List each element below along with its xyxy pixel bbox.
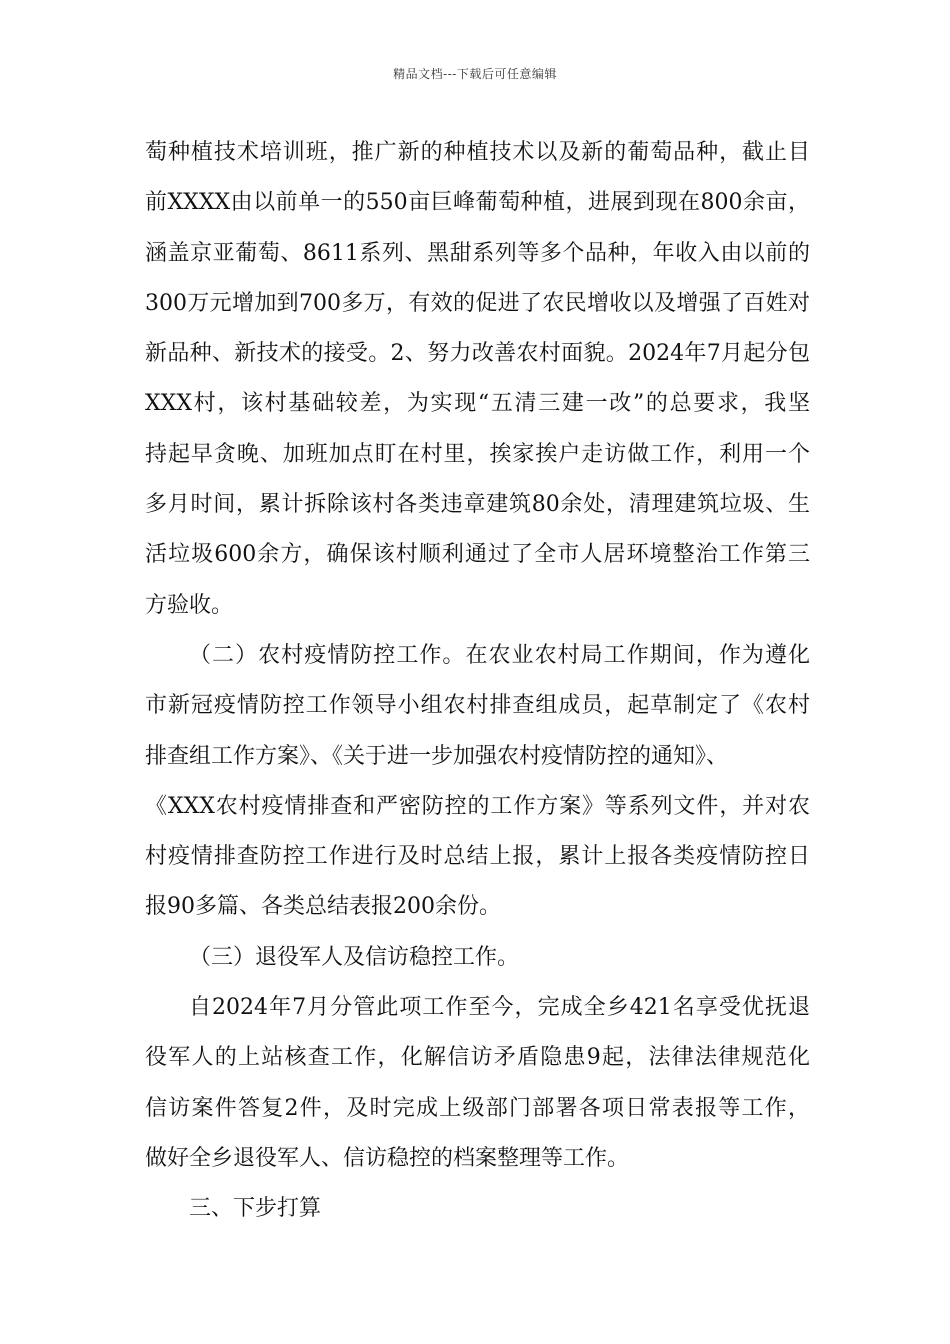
body-line: 村疫情排查防控工作进行及时总结上报，累计上报各类疫情防控日 <box>145 844 810 870</box>
body-line: 300万元增加到700多万，有效的促进了农民增收以及增强了百姓对 <box>145 290 810 316</box>
body-line: 活垃圾600余方，确保该村顺利通过了全市人居环境整治工作第三 <box>145 542 810 568</box>
body-line: XXX村，该村基础较差，为实现“五清三建一改”的总要求，我坚 <box>145 391 810 417</box>
section-heading: （二）农村疫情防控工作。在农业农村局工作期间，作为遵化 <box>189 642 810 668</box>
body-line: 做好全乡退役军人、信访稳控的档案整理等工作。 <box>145 1145 630 1171</box>
document-body <box>145 128 810 1235</box>
section-heading: （三）退役军人及信访稳控工作。 <box>189 944 520 970</box>
section-heading: 三、下步打算 <box>189 1196 322 1222</box>
body-line: 《XXX农村疫情排查和严密防控的工作方案》等系列文件，并对农 <box>145 793 810 819</box>
body-line: 前XXXX由以前单一的550亩巨峰葡萄种植，进展到现在800余亩， <box>145 190 810 216</box>
body-line: 市新冠疫情防控工作领导小组农村排查组成员，起草制定了《农村 <box>145 693 810 719</box>
body-line: 报90多篇、各类总结表报200余份。 <box>145 894 501 920</box>
body-line: 萄种植技术培训班，推广新的种植技术以及新的葡萄品种，截止目 <box>145 140 810 165</box>
body-line: 新品种、新技术的接受。2、努力改善农村面貌。2024年7月起分包 <box>145 341 810 367</box>
body-line: 多月时间，累计拆除该村各类违章建筑80余处，清理建筑垃圾、生 <box>145 492 810 518</box>
body-line: 排查组工作方案》、《关于进一步加强农村疫情防控的通知》、 <box>145 743 729 769</box>
page-header: 精品文档---下载后可任意编辑 <box>393 67 557 81</box>
body-line: 涵盖京亚葡萄、8611系列、黑甜系列等多个品种，年收入由以前的 <box>145 240 810 266</box>
body-line: 方验收。 <box>145 592 234 618</box>
body-line: 自2024年7月分管此项工作至今，完成全乡421名享受优抚退 <box>189 995 810 1021</box>
body-line: 信访案件答复2件，及时完成上级部门部署各项日常表报等工作， <box>145 1095 810 1121</box>
body-line: 役军人的上站核查工作，化解信访矛盾隐患9起，法律法律规范化 <box>145 1045 810 1071</box>
body-line: 持起早贪晚、加班加点盯在村里，挨家挨户走访做工作，利用一个 <box>145 441 810 467</box>
